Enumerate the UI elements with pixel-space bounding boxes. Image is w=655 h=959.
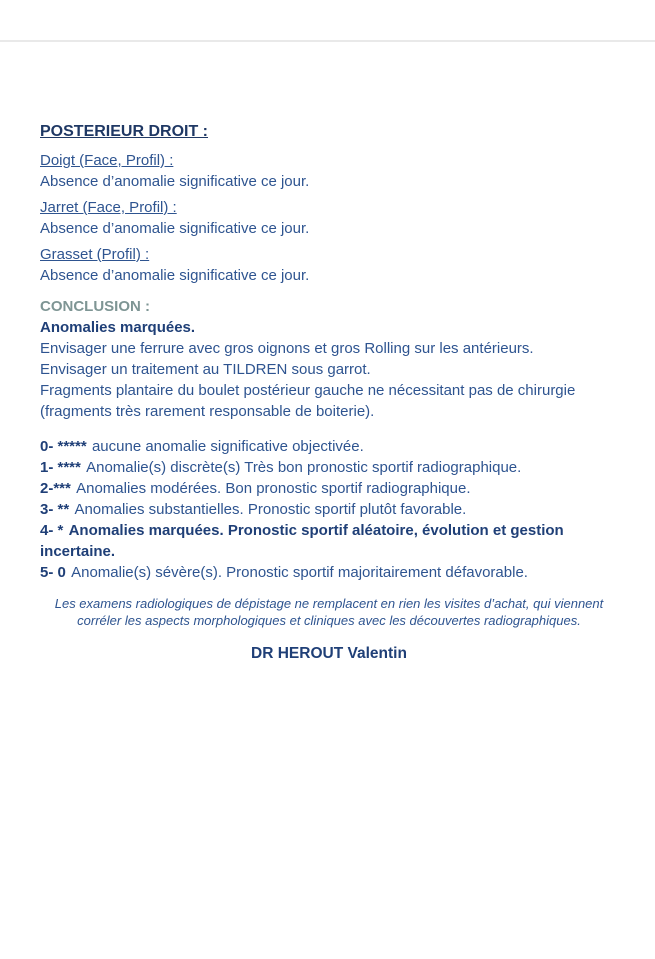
scale-label: Anomalie(s) sévère(s). Pronostic sportif majoritairement défavorable.	[71, 564, 528, 581]
scale-label: Anomalie(s) discrète(s) Très bon pronostic sportif radiographique.	[86, 459, 522, 476]
exam-finding: Absence d’anomalie significative ce jour.	[40, 173, 310, 190]
doctor-signature: DR HEROUT Valentin	[251, 645, 407, 662]
scale-line-1	[40, 457, 618, 478]
conclusion-recommendation: Envisager un traitement au TILDREN sous garrot.	[40, 361, 371, 378]
exam-heading: Grasset (Profil) :	[40, 246, 150, 263]
report-section-title: POSTERIEUR DROIT :	[40, 123, 209, 140]
conclusion-recommendation: Fragments plantaire du boulet postérieur gauche ne nécessitant pas de chirurgie (fragments très rarement responsable de boiterie).	[40, 382, 576, 420]
conclusion-block	[40, 296, 618, 422]
exam-heading: Doigt (Face, Profil) :	[40, 152, 174, 169]
scale-line-3	[40, 499, 618, 520]
report-page	[40, 121, 618, 664]
page-separator-line	[0, 40, 655, 42]
scale-grade: 2-***	[40, 480, 71, 497]
scale-grade: 0- *****	[40, 438, 87, 455]
scale-grade: 5- 0	[40, 564, 66, 581]
scale-grade: 4- *	[40, 522, 64, 539]
scale-line-5	[40, 562, 618, 583]
exam-section-jarret	[40, 197, 618, 239]
exam-heading: Jarret (Face, Profil) :	[40, 199, 177, 216]
exam-section-doigt	[40, 150, 618, 192]
scale-grade: 1- ****	[40, 459, 81, 476]
disclaimer-note: Les examens radiologiques de dépistage ne remplacent en rien les visites d’achat, qui viennent corréler les aspects morphologiques et cliniques avec les découvertes radiographiques.	[54, 596, 604, 628]
conclusion-heading: CONCLUSION :	[40, 298, 150, 315]
scale-label: aucune anomalie significative objectivée.	[91, 438, 364, 455]
exam-finding: Absence d’anomalie significative ce jour.	[40, 267, 310, 284]
exam-finding: Absence d’anomalie significative ce jour.	[40, 220, 310, 237]
scale-label: Anomalies marquées. Pronostic sportif aléatoire, évolution et gestion incertaine.	[40, 522, 564, 560]
scale-label: Anomalies substantielles. Pronostic sportif plutôt favorable.	[74, 501, 467, 518]
grading-scale-legend	[40, 436, 618, 583]
scale-line-0	[40, 436, 618, 457]
conclusion-grade-statement: Anomalies marquées.	[40, 319, 196, 336]
exam-section-grasset	[40, 244, 618, 286]
scale-line-2	[40, 478, 618, 499]
conclusion-recommendation: Envisager une ferrure avec gros oignons et gros Rolling sur les antérieurs.	[40, 340, 534, 357]
scale-line-4-highlighted	[40, 520, 618, 562]
scale-label: Anomalies modérées. Bon pronostic sportif radiographique.	[76, 480, 471, 497]
scale-grade: 3- **	[40, 501, 70, 518]
